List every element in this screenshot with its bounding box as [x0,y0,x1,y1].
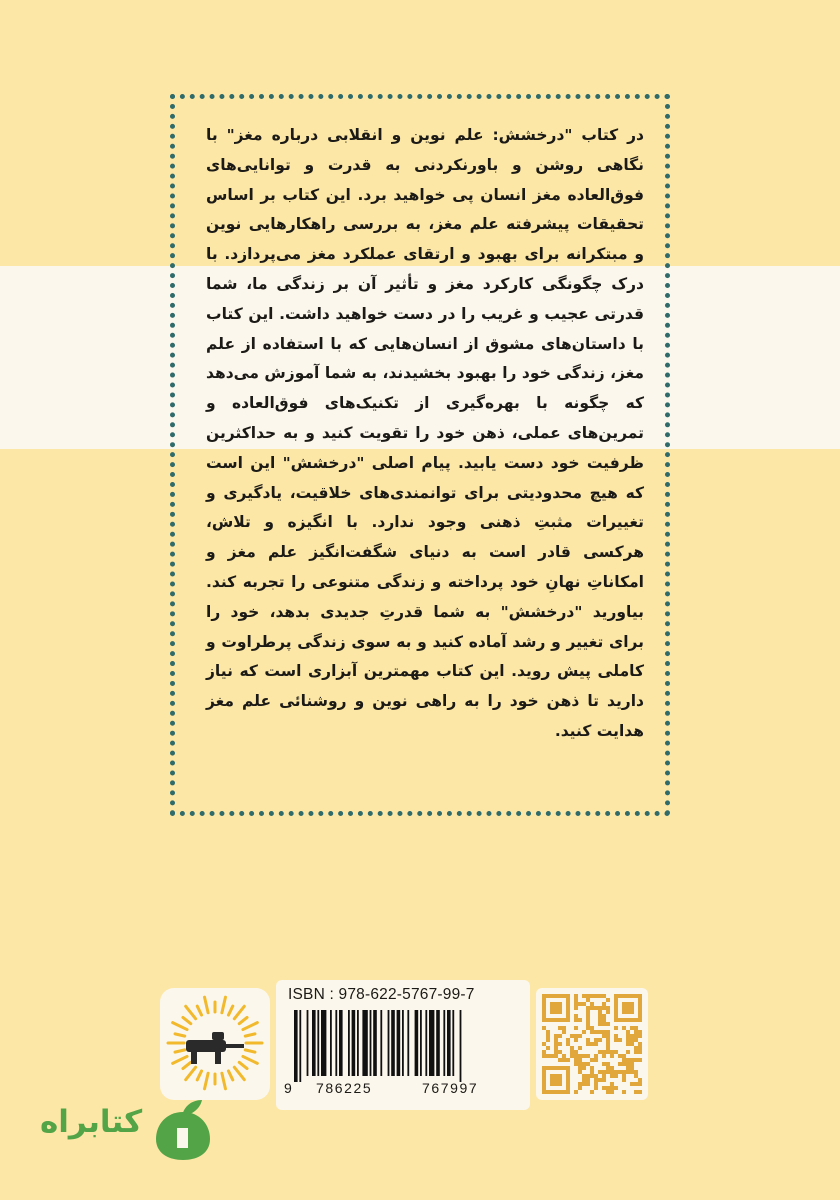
barcode-left-group: 786225 [316,1080,373,1096]
isbn-label: ISBN : 978-622-5767-99-7 [288,986,475,1003]
qr-code-panel [536,988,648,1100]
sun-figure-logo-icon [160,988,270,1100]
barcode-right-group: 767997 [422,1080,479,1096]
ketabrah-brand [40,1098,220,1158]
publisher-logo [160,988,270,1100]
isbn-barcode-panel [276,980,530,1110]
qr-code-icon [542,994,642,1094]
description-paragraph: در کتاب "درخشش: علم نوین و انقلابی درباره مغز" با نگاهی روشن و باورنکردنی به قدرت و توانایی‌های فوق‌العاده مغز انسان پی خواهید برد. این کتاب بر اساس تحقیقات پیشرفته علم مغز، به بررسی راهکارهایی نوین و مبتکرانه برای بهبود و ارتقای عملکرد مغز می‌پردازد. با درک چگونگی کارکرد مغز و تأثیر آن بر زندگی ما، شما قدرتی عجیب و غریب را در دست خواهید داشت. این کتاب با داستان‌های مشوق از انسان‌هایی که با استفاده از علم مغز، زندگی خود را بهبود بخشیدند، به شما آموزش می‌دهد که چگونه با بهره‌گیری از تکنیک‌های فوق‌العاده و تمرین‌های عملی، ذهن خود را تقویت کنید و به حداکثرین ظرفیت خود دست یابید. پیام اصلی "درخشش" این است که هیچ محدودیتی برای توانمندی‌های خلاقیت، یادگیری و تغییرات مثبتِ ذهنی وجود ندارد. با انگیزه و تلاش، هرکسی قادر است به دنیای شگفت‌انگیز علم مغز و امکاناتِ نهانِ خود پرداخته و زندگی متنوعی را تجربه کند. بیاورید "درخشش" به شما قدرتِ جدیدی بدهد، خود را برای تغییر و رشد آماده کنید و به سوی زندگی پرطراوت و کاملی پیش روید. این کتاب مهمترین آبزاری است که نیاز دارید تا ذهن خود را به راهی نوین و روشنائی علم مغز هدایت کنید. [206,126,644,740]
brand-name: کتابراه [40,1104,143,1140]
back-cover-description [206,121,644,747]
barcode-icon [292,1010,514,1082]
ketabrah-leaf-logo-icon [152,1098,214,1162]
barcode-first-digit: 9 [284,1080,294,1096]
